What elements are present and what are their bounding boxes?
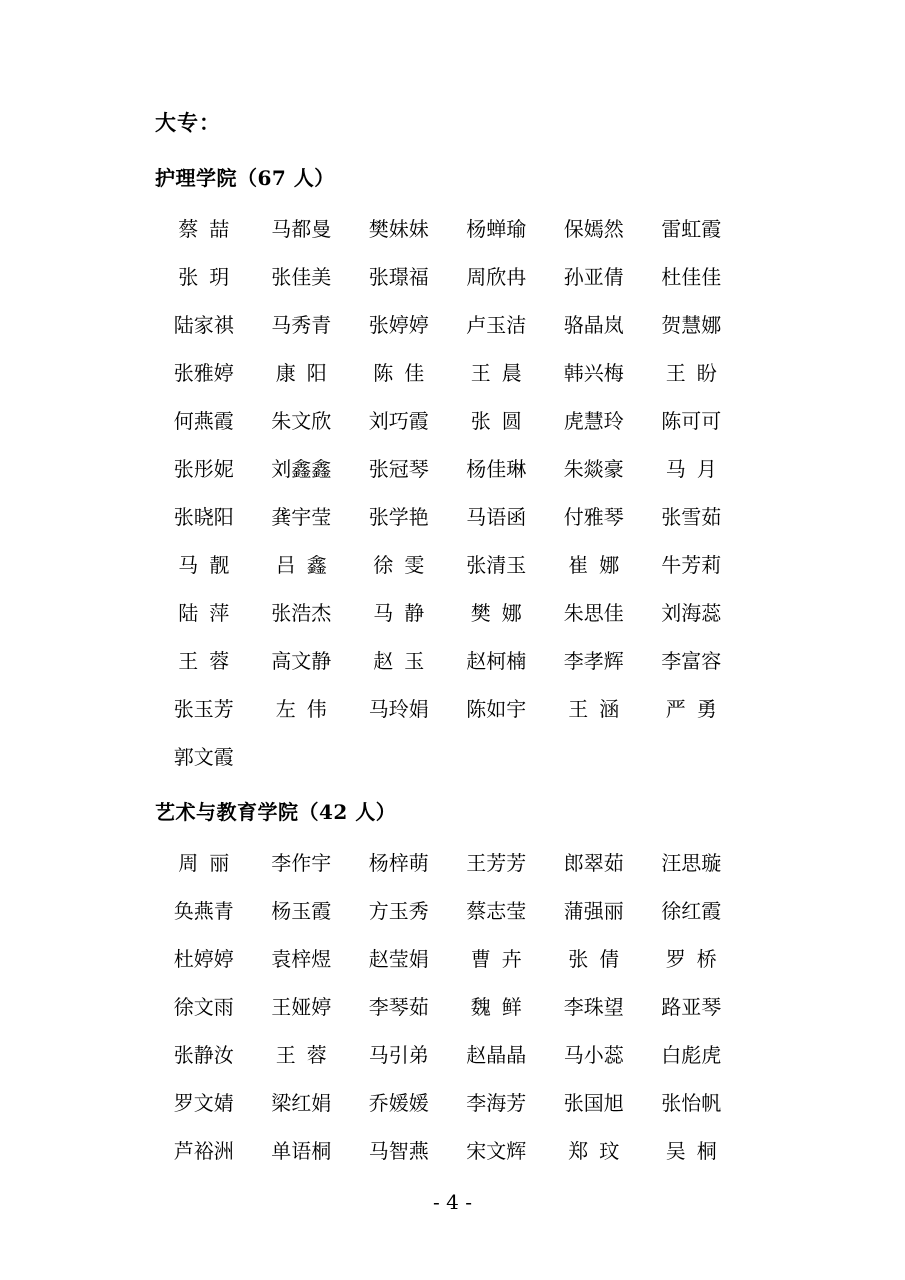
college-heading-arts-education: 艺术与教育学院（42 人） — [155, 800, 397, 825]
name-cell: 马 靓 — [178, 553, 230, 578]
page-number: - 4 - — [433, 1190, 472, 1214]
name-cell: 樊 娜 — [470, 601, 522, 626]
name-cell: 张清玉 — [466, 553, 527, 578]
section-label: 大专： — [155, 110, 221, 135]
name-cell: 杨蝉瑜 — [466, 217, 527, 242]
name-cell: 蒲强丽 — [563, 899, 624, 924]
name-cell: 杜婷婷 — [173, 947, 234, 972]
name-cell: 付雅琴 — [563, 505, 624, 530]
name-cell: 张怡帆 — [661, 1091, 722, 1116]
name-cell: 罗文婧 — [173, 1091, 234, 1116]
name-cell: 崔 娜 — [568, 553, 620, 578]
name-cell: 张 玥 — [178, 265, 230, 290]
name-cell: 杨玉霞 — [271, 899, 332, 924]
name-cell: 张彤妮 — [173, 457, 234, 482]
name-cell: 张 倩 — [568, 947, 620, 972]
name-cell: 杜佳佳 — [661, 265, 722, 290]
name-cell: 马语函 — [466, 505, 527, 530]
name-cell: 高文静 — [271, 649, 332, 674]
name-cell: 张冠琴 — [368, 457, 429, 482]
name-cell: 牛芳莉 — [661, 553, 722, 578]
name-cell: 朱燚豪 — [563, 457, 624, 482]
name-cell: 郎翠茹 — [563, 851, 624, 876]
name-cell: 马都曼 — [271, 217, 332, 242]
name-cell: 张婷婷 — [368, 313, 429, 338]
name-cell: 郑 玟 — [568, 1139, 620, 1164]
name-cell: 刘鑫鑫 — [271, 457, 332, 482]
name-cell: 陈 佳 — [373, 361, 425, 386]
name-cell: 张学艳 — [368, 505, 429, 530]
name-cell: 王 蓉 — [178, 649, 230, 674]
name-cell: 骆晶岚 — [563, 313, 624, 338]
name-cell: 张国旭 — [563, 1091, 624, 1116]
name-cell: 奂燕青 — [173, 899, 234, 924]
name-cell: 李琴茹 — [368, 995, 429, 1020]
name-cell: 张玉芳 — [173, 697, 234, 722]
name-cell: 王 涵 — [568, 697, 620, 722]
name-cell: 宋文辉 — [466, 1139, 527, 1164]
name-cell: 左 伟 — [275, 697, 327, 722]
name-cell: 杨佳琳 — [466, 457, 527, 482]
name-cell: 张雪茹 — [661, 505, 722, 530]
name-cell: 袁梓煜 — [271, 947, 332, 972]
name-cell: 赵晶晶 — [466, 1043, 527, 1068]
name-cell: 张佳美 — [271, 265, 332, 290]
page-content — [155, 110, 740, 1193]
name-cell: 徐 雯 — [373, 553, 425, 578]
name-cell: 王 蓉 — [275, 1043, 327, 1068]
name-cell: 马 月 — [665, 457, 717, 482]
name-cell: 孙亚倩 — [563, 265, 624, 290]
name-cell: 贺慧娜 — [661, 313, 722, 338]
name-cell: 芦裕洲 — [173, 1139, 234, 1164]
name-cell: 罗 桥 — [665, 947, 717, 972]
name-cell: 赵 玉 — [373, 649, 425, 674]
name-cell: 陆 萍 — [178, 601, 230, 626]
name-cell: 李孝辉 — [563, 649, 624, 674]
name-cell: 杨梓萌 — [368, 851, 429, 876]
name-cell: 卢玉洁 — [466, 313, 527, 338]
name-cell: 马秀青 — [271, 313, 332, 338]
name-cell: 张雅婷 — [173, 361, 234, 386]
name-cell: 陆家祺 — [173, 313, 234, 338]
name-grid-nursing — [155, 205, 740, 781]
name-cell: 陈可可 — [661, 409, 722, 434]
name-cell: 周欣冉 — [466, 265, 527, 290]
name-cell: 刘巧霞 — [368, 409, 429, 434]
name-cell: 王 晨 — [470, 361, 522, 386]
name-cell: 徐文雨 — [173, 995, 234, 1020]
name-cell: 赵柯楠 — [466, 649, 527, 674]
name-cell: 康 阳 — [275, 361, 327, 386]
name-cell: 李海芳 — [466, 1091, 527, 1116]
name-cell: 乔媛媛 — [368, 1091, 429, 1116]
name-cell: 张璟福 — [368, 265, 429, 290]
name-cell: 保嫣然 — [563, 217, 624, 242]
name-cell: 周 丽 — [178, 851, 230, 876]
name-cell: 方玉秀 — [368, 899, 429, 924]
name-cell: 张 圆 — [470, 409, 522, 434]
name-cell: 王芳芳 — [466, 851, 527, 876]
name-cell: 吕 鑫 — [275, 553, 327, 578]
name-cell: 汪思璇 — [661, 851, 722, 876]
name-cell: 张浩杰 — [271, 601, 332, 626]
name-cell: 梁红娟 — [271, 1091, 332, 1116]
name-cell: 陈如宇 — [466, 697, 527, 722]
name-cell: 白彪虎 — [661, 1043, 722, 1068]
name-cell: 曹 卉 — [470, 947, 522, 972]
college-heading-nursing: 护理学院（67 人） — [155, 166, 335, 191]
name-cell: 虎慧玲 — [563, 409, 624, 434]
name-cell: 李富容 — [661, 649, 722, 674]
name-cell: 王 盼 — [665, 361, 717, 386]
name-cell: 张晓阳 — [173, 505, 234, 530]
name-cell: 魏 鲜 — [470, 995, 522, 1020]
name-cell: 朱思佳 — [563, 601, 624, 626]
name-cell: 樊妹妹 — [368, 217, 429, 242]
name-cell: 朱文欣 — [271, 409, 332, 434]
name-cell: 李珠望 — [563, 995, 624, 1020]
name-cell: 单语桐 — [271, 1139, 332, 1164]
name-cell: 马引弟 — [368, 1043, 429, 1068]
name-cell: 蔡 喆 — [178, 217, 230, 242]
name-cell: 蔡志莹 — [466, 899, 527, 924]
name-cell: 马玲娟 — [368, 697, 429, 722]
name-cell: 李作宇 — [271, 851, 332, 876]
name-cell: 严 勇 — [665, 697, 717, 722]
name-cell: 徐红霞 — [661, 899, 722, 924]
name-cell: 郭文霞 — [173, 745, 234, 770]
name-cell: 龚宇莹 — [271, 505, 332, 530]
name-cell: 赵莹娟 — [368, 947, 429, 972]
name-cell: 何燕霞 — [173, 409, 234, 434]
name-cell: 马智燕 — [368, 1139, 429, 1164]
name-cell: 马 静 — [373, 601, 425, 626]
name-cell: 王娅婷 — [271, 995, 332, 1020]
name-cell: 路亚琴 — [661, 995, 722, 1020]
name-cell: 刘海蕊 — [661, 601, 722, 626]
name-cell: 韩兴梅 — [563, 361, 624, 386]
name-cell: 雷虹霞 — [661, 217, 722, 242]
name-cell: 吴 桐 — [665, 1139, 717, 1164]
name-cell: 马小蕊 — [563, 1043, 624, 1068]
name-grid-arts-education — [155, 839, 740, 1175]
name-cell: 张静汝 — [173, 1043, 234, 1068]
